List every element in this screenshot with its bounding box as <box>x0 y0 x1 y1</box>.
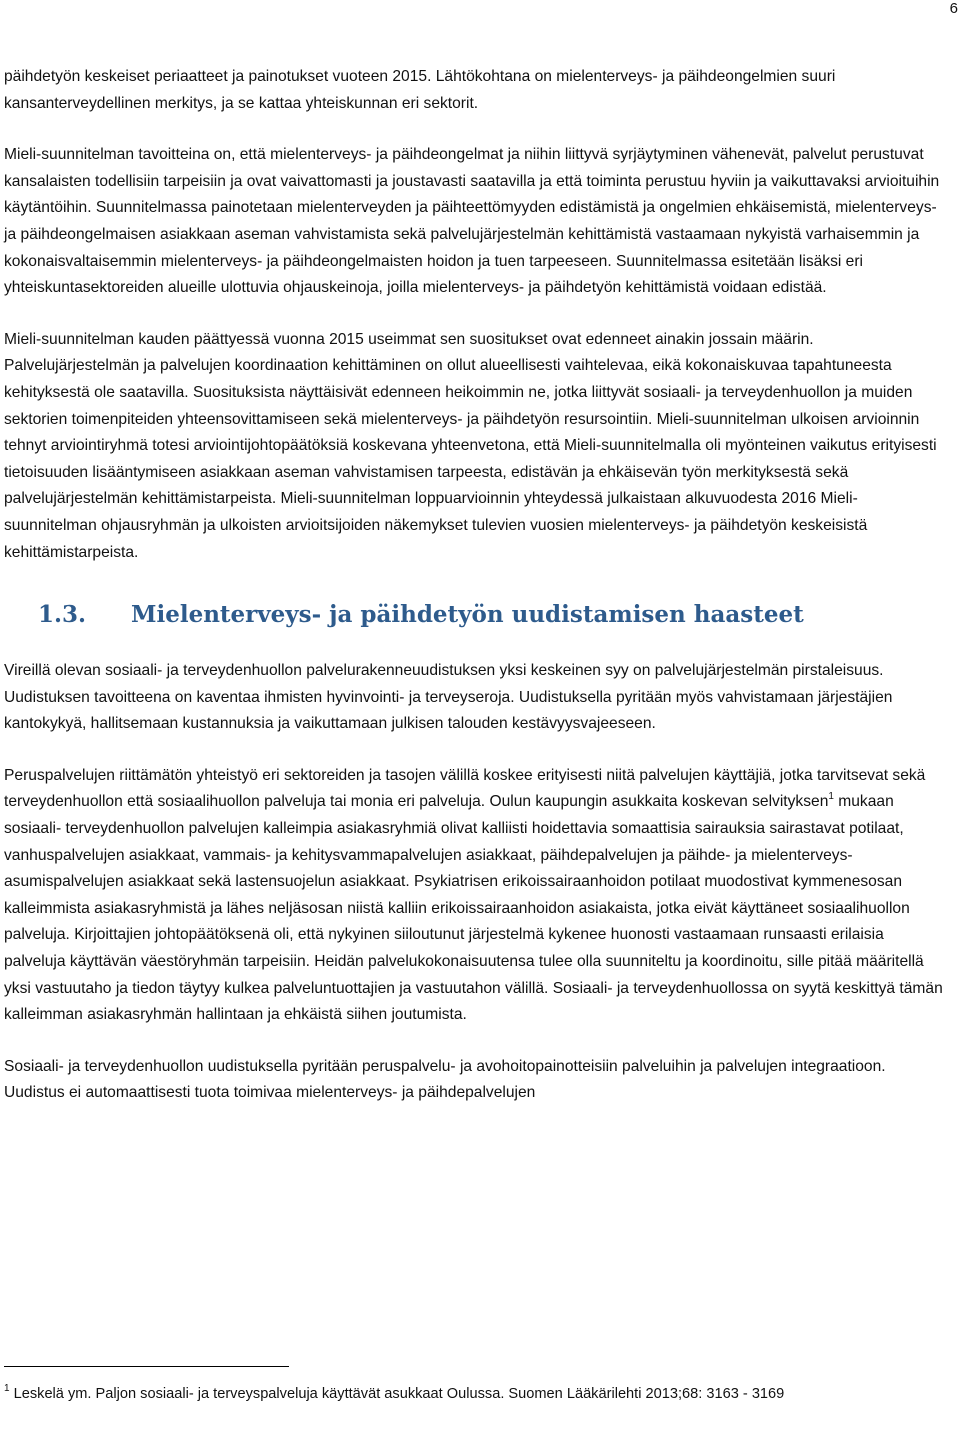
page-number: 6 <box>949 0 958 17</box>
paragraph-oulu-study-part1: Peruspalvelujen riittämätön yhteistyö eri sektoreiden ja tasojen välillä koskee erityisesti niitä palvelujen käyttäjiä, jotka tarvitsevat sekä terveydenhuollon että sosiaalihuollon palveluja tai monia eri palveluja. Oulun kaupungin asukkaita koskevan selvityksen <box>4 766 926 811</box>
paragraph-oulu-study-part2: mukaan sosiaali- terveydenhuollon palvelujen kalleimpia asiakasryhmiä olivat kalliisti hoidettavia somaattisia sairauksia sairastavat potilaat, vanhuspalvelujen asiakkaat, vammais- ja kehitysvammapalvelujen asiakkaat, päihdepalvelujen ja päihde- ja mielenterveys-asumispalvelujen asiakkaat sekä lastensuojelun asiakkaat. Psykiatrisen erikoissairaanhoidon potilaat muodostivat kymmenesosan kalleimmista asiakasryhmistä ja lähes neljäsosan niistä kalliin erikoissairaanhoidon asiakaista, jotka eivät käyttäneet sosiaalihuollon palveluja. Kirjoittajien johtopäätöksenä oli, että nykyinen siiloutunut järjestelmä kykenee huonosti vastaamaan runsaasti erilaisia palveluja käyttävän väestöryhmän tarpeisiin. Heidän palvelukokonaisuutensa tulee olla suunniteltu ja koordinoitu, sille pitää määritellä yksi vastuutaho ja tiedon täytyy kulkea palveluntuottajien ja vastuutahon välillä. Sosiaali- ja terveydenhuollossa on syytä keskittyä tämän kalleimman asiakasryhmän hallintaan ja ehkäistä siihen joutumista. <box>4 793 943 1024</box>
paragraph-gap <box>4 117 948 142</box>
section-title: Mielenterveys- ja päihdetyön uudistamisen haasteet <box>131 600 804 628</box>
paragraph-gap <box>4 738 948 763</box>
paragraph-gap <box>4 1029 948 1054</box>
paragraph-gap <box>4 302 948 327</box>
paragraph-gap <box>4 566 948 584</box>
paragraph-oulu-study <box>4 763 948 1029</box>
footnote-reference[interactable]: 1 <box>828 791 834 803</box>
footnote-marker: 1 <box>4 1383 10 1395</box>
document-body <box>4 64 948 1107</box>
paragraph-reform-integration: Sosiaali- ja terveydenhuollon uudistuksella pyritään peruspalvelu- ja avohoitopainotteisiin palveluihin ja palvelujen integraatioon. Uudistus ei automaattisesti tuota toimivaa mielenterveys- ja päihdepalvelujen <box>4 1057 886 1102</box>
footnote-divider <box>4 1366 289 1367</box>
paragraph-mieli-results: Mieli-suunnitelman kauden päättyessä vuonna 2015 useimmat sen suositukset ovat edenneet ainakin jossain määrin. Palvelujärjestelmän ja palvelujen koordinaation kehittäminen on ollut alueellisesti vaihtelevaa, eikä kokonaiskuvaa tapahtuneesta kehityksestä ole saatavilla. Suosituksista näyttäisivät edenneen heikoimmin ne, jotka liittyvät sosiaali- ja terveydenhuollon ja muiden sektorien toimenpiteiden yhteensovittamiseen sekä mielenterveys- ja päihdetyön resursointiin. Mieli-suunnitelman ulkoisen arvioinnin tehnyt arviointiryhmä totesi arviointijohtopäätöksiä koskevana yhteenvetona, että Mieli-suunnitelmalla oli myönteinen vaikutus erityisesti tietoisuuden lisääntymiseen asiakkaan aseman vahvistamisen tarpeesta, edistävän ja ehkäisevän työn merkityksestä sekä palvelujärjestelmän kehittämistarpeista. Mieli-suunnitelman loppuarvioinnin yhteydessä julkaistaan alkuvuodesta 2016 Mieli-suunnitelman ohjausryhmän ja ulkoisten arvioitsijoiden näkemykset tulevien vuosien mielenterveys- ja päihdetyön keskeisistä kehittämistarpeista. <box>4 330 937 561</box>
paragraph-intro-continued: päihdetyön keskeiset periaatteet ja painotukset vuoteen 2015. Lähtökohtana on mielenterveys- ja päihdeongelmien suuri kansanterveydellinen merkitys, ja se kattaa yhteiskunnan eri sektorit. <box>4 68 836 112</box>
paragraph-mieli-goals: Mieli-suunnitelman tavoitteina on, että mielenterveys- ja päihdeongelmat ja niihin liittyvä syrjäytyminen vähenevät, palvelut perustuvat kansalaisten todellisiin tarpeisiin ja ovat vaivattomasti ja joustavasti saatavilla ja että toiminta perustuu hyviin ja vaikuttavaksi arvioituihin käytäntöihin. Suunnitelmassa painotetaan mielenterveyden ja päihteettömyyden edistämistä ja ongelmien ehkäisemistä, mielenterveys- ja päihdeongelmaisen asiakkaan aseman vahvistamista sekä palvelujärjestelmän kehittämistä vastaamaan nykyistä varhaisemmin ja kokonaisvaltaisemmin mielenterveys- ja päihdeongelmaisten hoidon ja tuen tarpeeseen. Suunnitelmassa esitetään lisäksi eri yhteiskuntasektoreiden alueille ulottuvia ohjauskeinoja, joilla mielenterveys- ja päihdetyön kehittämistä voidaan edistää. <box>4 146 940 297</box>
footnote <box>4 1382 934 1407</box>
section-heading <box>4 584 948 644</box>
paragraph-reform-reason: Vireillä olevan sosiaali- ja terveydenhuollon palvelurakenneuudistuksen yksi keskeinen syy on palvelujärjestelmän pirstaleisuus. Uudistuksen tavoitteena on kaventaa ihmisten hyvinvointi- ja terveyseroja. Uudistuksella pyritään myös vahvistamaan järjestäjien kantokykyä, hallitsemaan kustannuksia ja vaikuttamaan julkisen talouden kestävyysvajeeseen. <box>4 662 893 733</box>
footnote-text: Leskelä ym. Paljon sosiaali- ja terveyspalveluja käyttävät asukkaat Oulussa. Suomen Lääkärilehti 2013;68: 3163 - 3169 <box>9 1386 785 1402</box>
heading-gap <box>4 644 948 658</box>
section-number: 1.3. <box>38 600 87 628</box>
